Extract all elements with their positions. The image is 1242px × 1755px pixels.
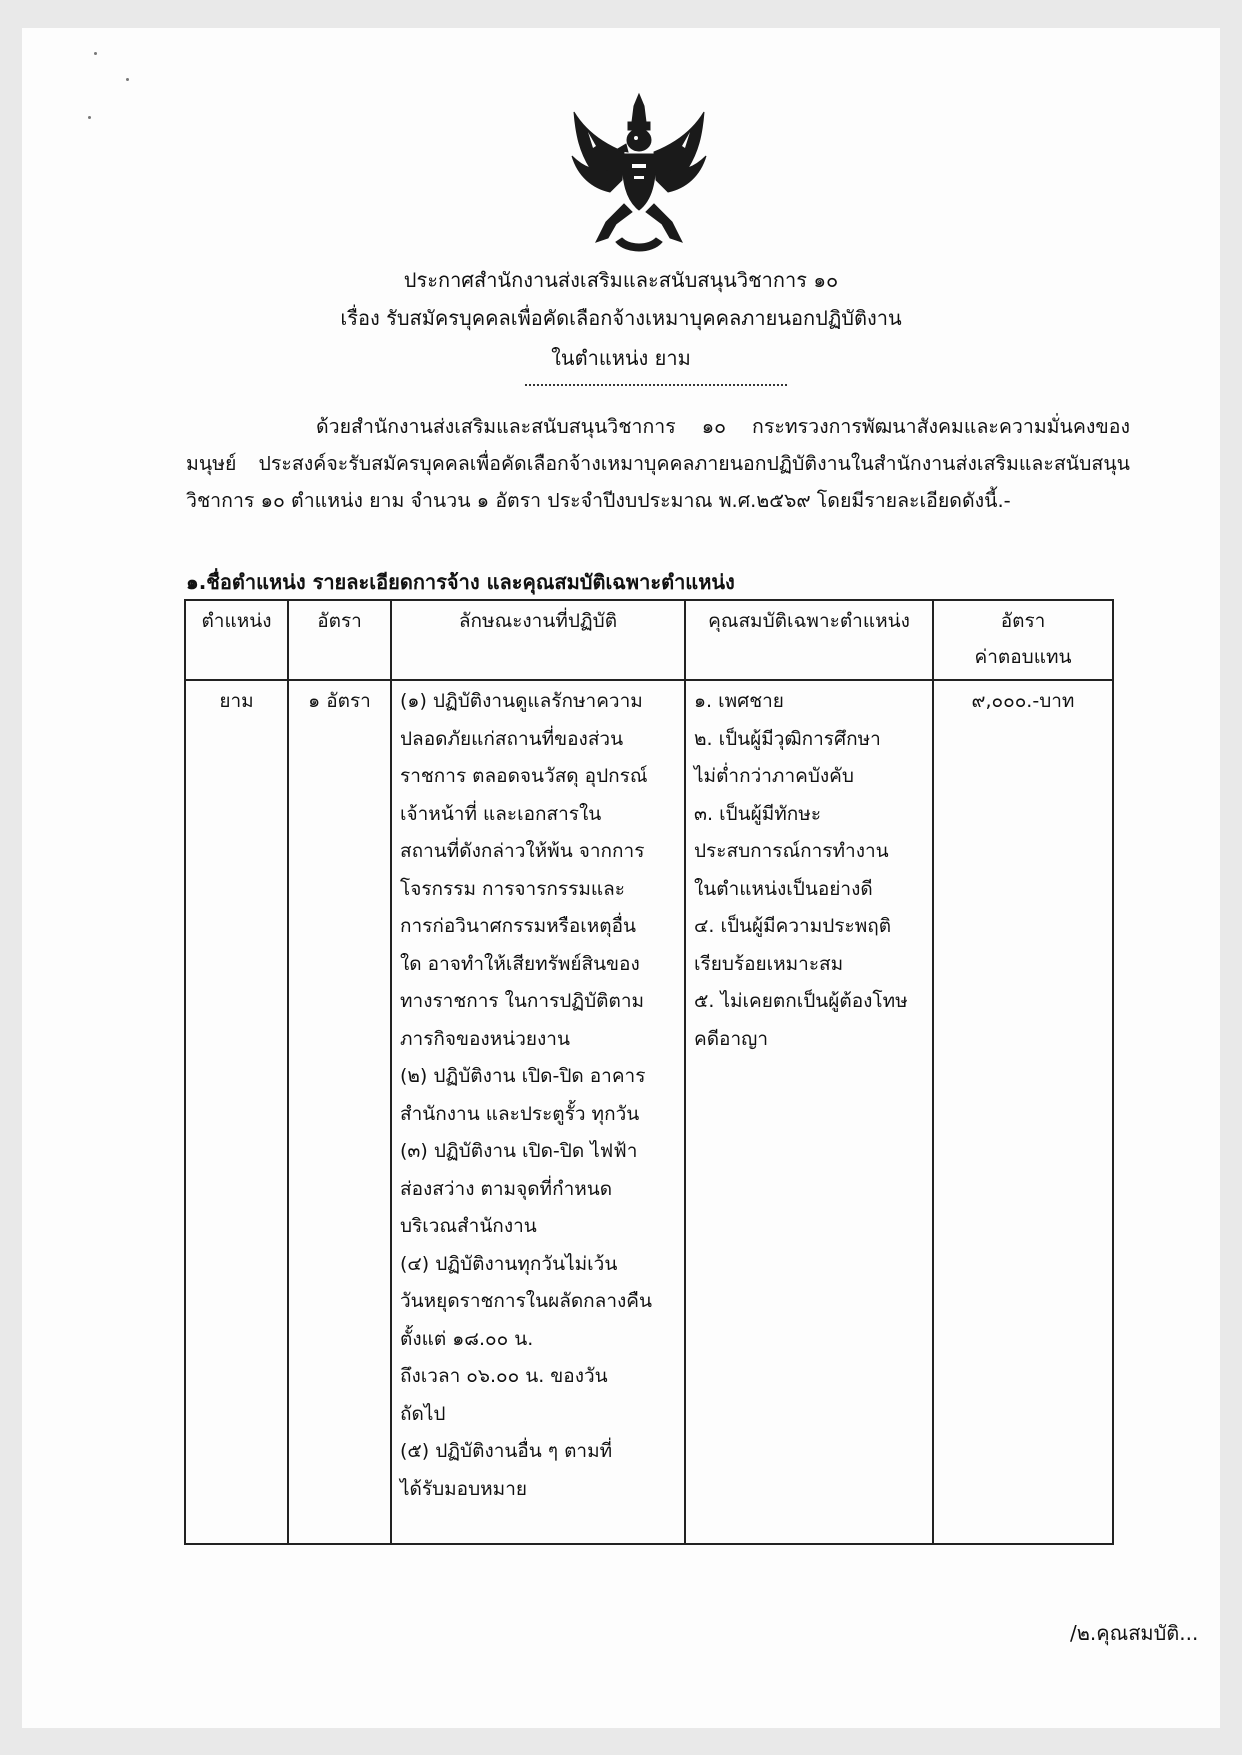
duty-line: ราชการ ตลอดจนวัสดุ อุปกรณ์ [400,765,648,787]
duty-line: (๒) ปฏิบัติงาน เปิด-ปิด อาคาร [400,1065,646,1087]
announcement-subject: เรื่อง รับสมัครบุคคลเพื่อคัดเลือกจ้างเหมาบุคคลภายนอกปฏิบัติงาน [340,306,902,330]
duty-line: ภารกิจของหน่วยงาน [400,1027,570,1050]
announcement-position: ในตำแหน่ง ยาม [551,346,691,370]
duty-line: (๑) ปฏิบัติงานดูแลรักษาความ [400,690,643,712]
duty-line: ปลอดภัยแก่สถานที่ของส่วน [400,727,624,750]
table-row [185,680,1113,1544]
duty-line: ทางราชการ ในการปฏิบัติตาม [400,990,645,1012]
cell-duties [391,680,685,1544]
table-header-row [185,600,1113,680]
section-1-title: ๑.ชื่อตำแหน่ง รายละเอียดการจ้าง และคุณสมบัติเฉพาะตำแหน่ง [186,570,735,594]
header-pay [933,600,1113,680]
header-qualifications: คุณสมบัติเฉพาะตำแหน่ง [685,600,933,680]
duty-line: (๓) ปฏิบัติงาน เปิด-ปิด ไฟฟ้า [400,1140,638,1162]
dotted-separator [525,384,787,386]
cell-rate: ๑ อัตรา [288,680,391,1544]
qualification-line: เรียบร้อยเหมาะสม [694,952,844,975]
qualification-line: ๕. ไม่เคยตกเป็นผู้ต้องโทษ [694,990,908,1012]
duty-line: ส่องสว่าง ตามจุดที่กำหนด [400,1177,613,1200]
continuation-marker: /๒.คุณสมบัติ... [1070,1621,1199,1645]
duty-line: ถึงเวลา ๐๖.๐๐ น. ของวัน [400,1365,608,1387]
qualification-line: ประสบการณ์การทำงาน [694,840,889,862]
qualification-line: ไม่ต่ำกว่าภาคบังคับ [694,765,854,787]
duty-line: โจรกรรม การจารกรรมและ [400,877,625,900]
header-pay-line2: ค่าตอบแทน [974,646,1072,668]
duty-line: ตั้งแต่ ๑๘.๐๐ น. [400,1327,534,1350]
cell-pay: ๙,๐๐๐.-บาท [933,680,1113,1544]
header-rate: อัตรา [288,600,391,680]
header-duties: ลักษณะงานที่ปฏิบัติ [391,600,685,680]
qualification-line: ในตำแหน่งเป็นอย่างดี [694,877,873,900]
intro-text: ด้วยสำนักงานส่งเสริมและสนับสนุนวิชาการ ๑๐ กระทรวงการพัฒนาสังคมและความมั่นคงของมนุษย์ ประสงค์จะรับสมัครบุคคลเพื่อคัดเลือกจ้างเหมาบุคคลภายนอกปฏิบัติงานในสำนักงานส่งเสริมและสนับสนุนวิชาการ ๑๐ ตำแหน่ง ยาม จำนวน ๑ อัตรา ประจำปีงบประมาณ พ.ศ.๒๕๖๙ โดยมีรายละเอียดดังนี้.- [186,415,1130,512]
duty-line: (๔) ปฏิบัติงานทุกวันไม่เว้น [400,1252,618,1275]
duty-line: เจ้าหน้าที่ และเอกสารใน [400,802,602,825]
duty-line: ถัดไป [400,1402,446,1425]
duty-line: วันหยุดราชการในผลัดกลางคืน [400,1290,652,1312]
qualification-line: ๓. เป็นผู้มีทักษะ [694,802,822,825]
scan-speck [94,52,97,55]
qualification-line: คดีอาญา [694,1027,768,1050]
garuda-emblem-icon [566,92,712,260]
qualification-line: ๒. เป็นผู้มีวุฒิการศึกษา [694,727,881,750]
duty-line: สำนักงาน และประตูรั้ว ทุกวัน [400,1102,640,1125]
qualification-line: ๔. เป็นผู้มีความประพฤติ [694,915,892,937]
cell-position: ยาม [185,680,288,1544]
scan-speck [88,116,91,119]
duty-line: (๕) ปฏิบัติงานอื่น ๆ ตามที่ [400,1440,613,1462]
cell-qualifications [685,680,933,1544]
scan-speck [126,78,129,81]
qualification-line: ๑. เพศชาย [694,690,784,712]
intro-paragraph [186,408,1130,519]
position-table [184,599,1114,1545]
duty-line: การก่อวินาศกรรมหรือเหตุอื่น [400,915,637,937]
duty-line: ใด อาจทำให้เสียทรัพย์สินของ [400,952,640,975]
announcement-title: ประกาศสำนักงานส่งเสริมและสนับสนุนวิชาการ ๑๐ [403,268,839,292]
header-position: ตำแหน่ง [185,600,288,680]
header-pay-line1: อัตรา [1000,610,1046,632]
duty-line: สถานที่ดังกล่าวให้พ้น จากการ [400,840,645,862]
duty-line: ได้รับมอบหมาย [400,1477,528,1500]
duty-line: บริเวณสำนักงาน [400,1215,537,1237]
